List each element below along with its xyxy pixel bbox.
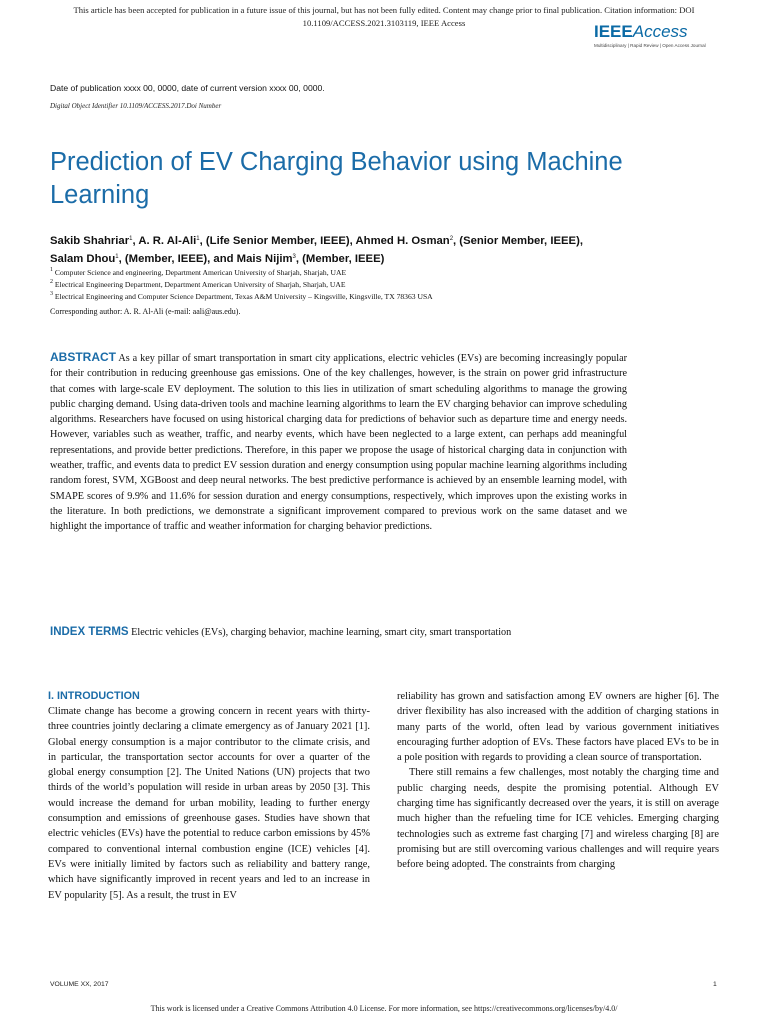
- index-terms-label: INDEX TERMS: [50, 626, 129, 638]
- author-affil-mark: 1: [196, 236, 200, 242]
- abstract-text: As a key pillar of smart transportation in smart city applications, electric vehicles (EVs) are becoming increasingly popular for their contribution in reducing greenhouse gas emissions. One of the key challenges, however, is the strain on power grid infrastructure that comes with large-scale EV deployment. The solution to this lies in utilization of smart scheduling algorithms to manage the growing public charging demand. Using data-driven tools and machine learning algorithms to learn the EV charging behavior can improve scheduling algorithms. Researchers have focused on using historical charging data for predictions of behavior such as departure time and energy needs. However, variables such as weather, traffic, and nearby events, which have been neglected to a large extent, can perhaps add meaningful representations, and provide better predictions. Therefore, in this paper we propose the usage of historical charging data in conjunction with weather, traffic, and events data to predict EV session duration and energy consumption using popular machine learning algorithms including random forest, SVM, XGBoost and deep neural networks. The best predictive performance is achieved by an ensemble learning model, with SMAPE scores of 9.9% and 11.6% for session duration and energy consumptions, respectively, which improves upon the existing works in the literature. In both predictions, we demonstrate a significant improvement compared to previous work on the same dataset and we highlight the importance of traffic and weather information for charging behavior predictions.: [50, 353, 628, 533]
- author-name: , (Member, IEEE), and Mais Nijim: [118, 253, 293, 265]
- author-name: , (Senior Member, IEEE), Salam Dhou: [50, 235, 583, 265]
- author-name: , (Member, IEEE): [295, 253, 385, 265]
- logo-ieee-text: IEEE: [594, 22, 633, 41]
- index-terms-text: Electric vehicles (EVs), charging behavior, machine learning, smart city, smart transportation: [131, 627, 512, 638]
- ieee-access-logo: [594, 22, 734, 58]
- abstract-label: ABSTRACT: [50, 350, 116, 364]
- footer-volume: VOLUME XX, 2017: [50, 981, 109, 988]
- intro-paragraph-1-continued: reliability has grown and satisfaction among EV owners are higher [6]. The driver flexibility has also increased with the addition of charging stations in many parts of the world, often lead by various government initiatives encouraging further adoption of EVs. These factors have placed EVs to be in a pole position with regards to providing a clean source of transportation.: [397, 691, 719, 764]
- acceptance-notice-line1: This article has been accepted for publication in a future issue of this journal, but has not been fully edited. Content may change prior to final publication. Citation information: DOI: [73, 5, 695, 15]
- body-column-right: [397, 689, 719, 873]
- logo-tagline: Multidisciplinary | Rapid Review | Open Access Journal: [594, 43, 706, 48]
- affiliation-text: Computer Science and engineering, Department American University of Sharjah, Sharjah, UAE: [54, 268, 347, 277]
- author-affil-mark: 1: [129, 236, 133, 242]
- author-affil-mark: 1: [115, 254, 119, 260]
- section-heading-introduction: I. INTRODUCTION: [48, 690, 140, 702]
- footer-page-number: 1: [713, 981, 717, 988]
- affiliation-text: Electrical Engineering and Computer Science Department, Texas A&M University – Kingsville, Kingsville, TX 78363 USA: [54, 292, 433, 301]
- publication-date: Date of publication xxxx 00, 0000, date of current version xxxx 00, 0000.: [50, 83, 325, 93]
- acceptance-notice-line2: 10.1109/ACCESS.2021.3103119, IEEE Access: [302, 18, 466, 28]
- author-name: , A. R. Al-Ali: [132, 235, 197, 247]
- affiliation-text: Electrical Engineering Department, Department American University of Sharjah, Sharjah, UAE: [54, 280, 346, 289]
- license-notice: This work is licensed under a Creative Commons Attribution 4.0 License. For more information, see https://creativecommons.org/licenses/by/4.0/: [150, 1004, 618, 1013]
- affiliation-3: [50, 289, 433, 302]
- paper-title: Prediction of EV Charging Behavior using Machine Learning: [50, 148, 623, 209]
- affiliation-number: 2: [50, 279, 53, 285]
- doi-line: Digital Object Identifier 10.1109/ACCESS.2017.Doi Number: [50, 102, 222, 110]
- body-column-left: [48, 689, 370, 903]
- author-affil-mark: 2: [449, 236, 454, 242]
- corresponding-author: Corresponding author: A. R. Al-Ali (e-mail: aali@aus.edu).: [50, 307, 241, 316]
- index-terms: [50, 625, 627, 641]
- abstract: [50, 350, 627, 535]
- author-name: Sakib Shahriar: [50, 235, 130, 247]
- author-affil-mark: 3: [292, 254, 296, 260]
- author-list: [50, 231, 610, 267]
- logo-access-text: Access: [632, 22, 688, 41]
- intro-paragraph-1: Climate change has become a growing concern in recent years with thirty-three countries jointly declaring a climate emergency as of January 2021 [1]. Global energy consumption is a major contributor to the climate crisis, and in particular, the transportation sector accounts for over a quarter of the global energy consumption [2]. The United Nations (UN) projects that two thirds of the world’s population will reside in urban areas by 2050 [3]. This would increase the demand for urban mobility, leading to further energy consumption and emissions of greenhouse gases. Studies have shown that electric vehicles (EVs) have the potential to reduce carbon emissions by 45% compared to conventional internal combustion engine (ICE) vehicles [4]. EVs were initially limited by factors such as reliability and battery range, which have significantly improved in recent years and led to an increase in EV popularity [5]. As a result, the trust in EV: [48, 706, 370, 901]
- intro-paragraph-2: There still remains a few challenges, most notably the charging time and public charging needs, despite the promising potential. Although EV charging time has significantly decreased over the years, it is still on average much higher than the refueling time for ICE vehicles. Emerging charging technologies such as extreme fast charging [7] and wireless charging [8] are promising but are still overcoming various challenges and will require years before being adopted. The constraints from charging: [397, 767, 719, 871]
- affiliation-number: 1: [50, 267, 53, 273]
- affiliation-number: 3: [50, 291, 53, 297]
- author-name: , (Life Senior Member, IEEE), Ahmed H. Osman: [199, 235, 450, 247]
